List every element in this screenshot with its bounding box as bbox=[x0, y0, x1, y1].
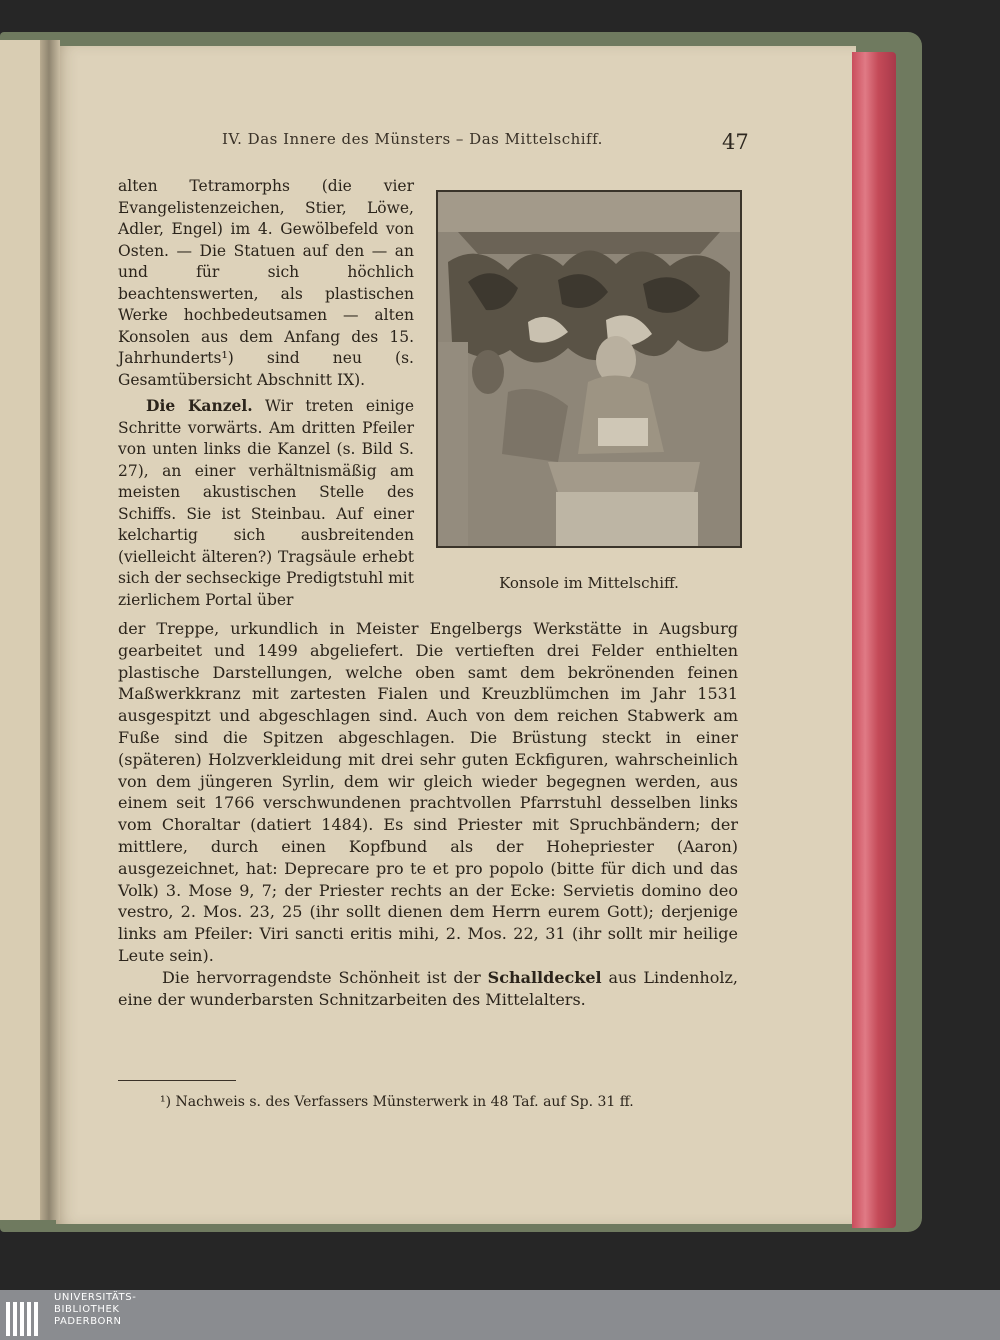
body-paragraph-1: der Treppe, urkundlich in Meister Engelbergs Werkstätte in Augsburg gearbeitet und 1499 abgeliefert. Die vertieften drei Felder enthielten plastische Darstellungen, welche oben samt dem bekrönenden feinen Maßwerkkranz mit zartesten Fialen und Kreuzblümchen im Jahr 1531 ausgespitzt und abgeschlagen sind. Auch von dem reichen Stabwerk am Fuße sind die Spitzen abgeschlagen. Die Brüstung steckt in einer (späteren) Holzverkleidung mit drei sehr guten Eckfiguren, wahrscheinlich von dem jüngeren Syrlin, dem wir gleich wieder begegnen werden, aus einem seit 1766 verschwundenen prachtvollen Pfarrstuhl desselben links vom Choraltar (datiert 1484). Es sind Priester mit Spruchbändern; der mittlere, durch einen Kopfbund als der Hohepriester (Aaron) ausgezeichnet, hat: Deprecare pro te et pro popolo (bitte für dich und das Volk) 3. Mose 9, 7; der Priester rechts an der Ecke: Servietis domino deo vestro, 2. Mos. 23, 25 (ihr sollt dienen dem Herrn eurem Gott); derjenige links am Pfeiler: Viri sancti eritis mihi, 2. Mos. 22, 31 (ihr sollt mir heilige Leute sein). bbox=[118, 619, 738, 965]
library-name-line-1: UNIVERSITÄTS- bbox=[54, 1292, 137, 1303]
body-text bbox=[118, 618, 738, 1010]
column-text bbox=[118, 176, 414, 611]
column-paragraph-2-body: Wir treten einige Schritte vorwärts. Am dritten Pfeiler von unten links die Kanzel (s. Bild S. 27), an einer verhältnismäßig am meisten akustischen Stelle des Schiffs. Sie ist Steinbau. Auf einer kelchartig sich ausbreitenden (vielleicht älteren?) Tragsäule erhebt sich der sechseckige Predigtstuhl mit zierlichem Portal über bbox=[118, 397, 414, 609]
library-name-line-3: PADERBORN bbox=[54, 1316, 122, 1327]
red-page-edges bbox=[852, 52, 896, 1228]
body-paragraph-2-end: aus Lindenholz, eine der wunderbarsten Schnitzarbeiten des Mittelalters. bbox=[118, 967, 739, 1009]
body-paragraph-2 bbox=[118, 967, 738, 1011]
schalldeckel-term: Schalldeckel bbox=[487, 967, 602, 987]
column-paragraph-1: alten Tetramorphs (die vier Evangelistenzeichen, Stier, Löwe, Adler, Engel) im 4. Gewölbefeld von Osten. — Die Statuen auf den — an und für sich höchlich beachtenswerten, als plastischen Werke hochbedeutsamen — alten Konsolen aus dem Anfang des 15. Jahrhunderts¹) sind neu (s. Gesamtübersicht Abschnitt IX). bbox=[118, 177, 414, 389]
page-number: 47 bbox=[722, 130, 749, 154]
library-name bbox=[54, 1292, 136, 1328]
figure-caption: Konsole im Mittelschiff. bbox=[499, 574, 679, 592]
carved-console-illustration bbox=[438, 192, 740, 546]
library-name-line-2: BIBLIOTHEK bbox=[54, 1304, 120, 1315]
book-gutter bbox=[40, 40, 60, 1220]
console-photo bbox=[436, 190, 742, 548]
column-paragraph-2 bbox=[118, 395, 414, 611]
footnote-rule bbox=[118, 1080, 236, 1081]
body-paragraph-2-start: Die hervorragendste Schönheit ist der bbox=[162, 967, 488, 987]
section-title-kanzel: Die Kanzel. bbox=[146, 396, 253, 415]
library-footer bbox=[0, 1290, 1000, 1340]
library-logo-icon bbox=[4, 1298, 44, 1338]
running-head: IV. Das Innere des Münsters – Das Mittelschiff. bbox=[222, 130, 603, 148]
footnote: ¹) Nachweis s. des Verfassers Münsterwerk in 48 Taf. auf Sp. 31 ff. bbox=[160, 1094, 634, 1110]
